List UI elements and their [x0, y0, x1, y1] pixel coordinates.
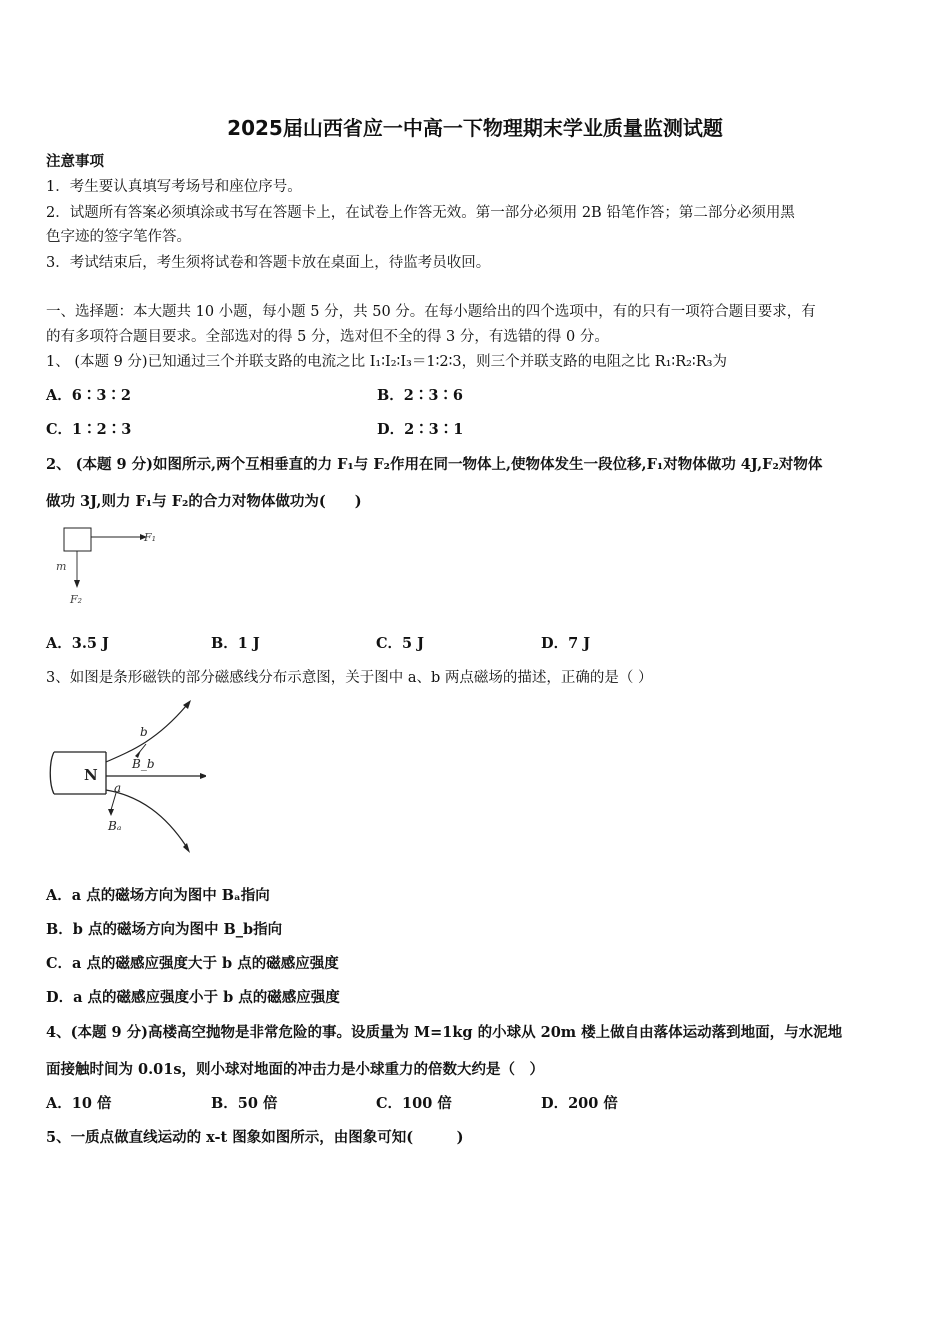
- f2-label: F₂: [70, 593, 83, 606]
- q4-option-d: D．200 倍: [541, 1095, 618, 1112]
- magnet-break-edge: [50, 752, 54, 794]
- q4-option-c: C．100 倍: [376, 1095, 452, 1112]
- notice-item: 1．考生要认真填写考场号和座位序号。: [46, 179, 302, 195]
- point-b-label: b: [140, 725, 148, 739]
- question-2: 2、 (本题 9 分)如图所示,两个互相垂直的力 F₁与 F₂作用在同一物体上,使物体发生一段位移,F₁对物体做功 4J,F₂对物体: [46, 456, 823, 473]
- question-2-cont: 做功 3J,则力 F₁与 F₂的合力对物体做功为( ): [46, 493, 362, 510]
- q2-option-b: B．1 J: [211, 635, 260, 652]
- f2-arrowhead: [74, 580, 80, 588]
- question-4: 4、(本题 9 分)高楼高空抛物是非常危险的事。设质量为 M=1kg 的小球从 20m 楼上做自由落体运动落到地面，与水泥地: [46, 1024, 843, 1041]
- field-line-lower: [106, 790, 186, 846]
- q1-option-c: C．1∶2∶3: [46, 421, 132, 438]
- north-pole-label: N: [84, 766, 98, 784]
- ba-label: Bₐ: [108, 819, 122, 833]
- question-1: 1、 (本题 9 分)已知通过三个并联支路的电流之比 I₁∶I₂∶I₃＝1∶2∶3，则三个并联支路的电阻之比 R₁∶R₂∶R₃为: [46, 354, 727, 370]
- force-diagram: [50, 522, 170, 612]
- page-title: 2025届山西省应一中高一下物理期末学业质量监测试题: [227, 116, 723, 140]
- notice-heading: 注意事项: [46, 153, 104, 170]
- section-intro: 一、选择题：本大题共 10 小题，每小题 5 分，共 50 分。在每小题给出的四个选项中，有的只有一项符合题目要求，有: [46, 304, 816, 320]
- ba-arrowhead: [108, 809, 114, 816]
- question-3: 3、如图是条形磁铁的部分磁感线分布示意图，关于图中 a、b 两点磁场的描述，正确的是（ ）: [46, 670, 653, 686]
- mass-block: [64, 528, 91, 551]
- q3-option-b: B．b 点的磁场方向为图中 B_b指向: [46, 921, 283, 938]
- f1-label: F₁: [144, 531, 157, 544]
- q3-option-d: D．a 点的磁感应强度小于 b 点的磁感应强度: [46, 989, 340, 1006]
- notice-item: 2．试题所有答案必须填涂或书写在答题卡上，在试卷上作答无效。第一部分必须用 2B 铅笔作答；第二部分必须用黑: [46, 205, 795, 221]
- ba-arrow: [111, 793, 116, 810]
- q1-option-d: D．2∶3∶1: [377, 421, 464, 438]
- notice-item: 色字迹的签字笔作答。: [46, 229, 191, 245]
- q2-option-d: D．7 J: [541, 635, 591, 652]
- q3-option-a: A．a 点的磁场方向为图中 Bₐ指向: [46, 887, 270, 904]
- notice-item: 3．考试结束后，考生须将试卷和答题卡放在桌面上，待监考员收回。: [46, 255, 491, 271]
- section-intro: 的有多项符合题目要求。全部选对的得 5 分，选对但不全的得 3 分，有选错的得 0 分。: [46, 329, 609, 345]
- q2-option-a: A．3.5 J: [46, 635, 109, 652]
- bb-label: B_b: [132, 757, 155, 771]
- q4-option-a: A．10 倍: [46, 1095, 112, 1112]
- question-5: 5、一质点做直线运动的 x-t 图象如图所示，由图象可知( ): [46, 1129, 464, 1146]
- middle-arrowhead: [200, 773, 206, 779]
- q1-option-a: A．6∶3∶2: [46, 387, 132, 404]
- q2-option-c: C．5 J: [376, 635, 425, 652]
- q4-option-b: B．50 倍: [211, 1095, 278, 1112]
- q3-option-c: C．a 点的磁感应强度大于 b 点的磁感应强度: [46, 955, 339, 972]
- q1-option-b: B．2∶3∶6: [377, 387, 464, 404]
- question-4-cont: 面接触时间为 0.01s，则小球对地面的冲击力是小球重力的倍数大约是（ ）: [46, 1061, 545, 1078]
- magnet-field-diagram: [46, 696, 206, 858]
- lower-arrowhead: [183, 843, 190, 853]
- mass-label: m: [56, 560, 67, 573]
- point-a-label: a: [114, 781, 122, 795]
